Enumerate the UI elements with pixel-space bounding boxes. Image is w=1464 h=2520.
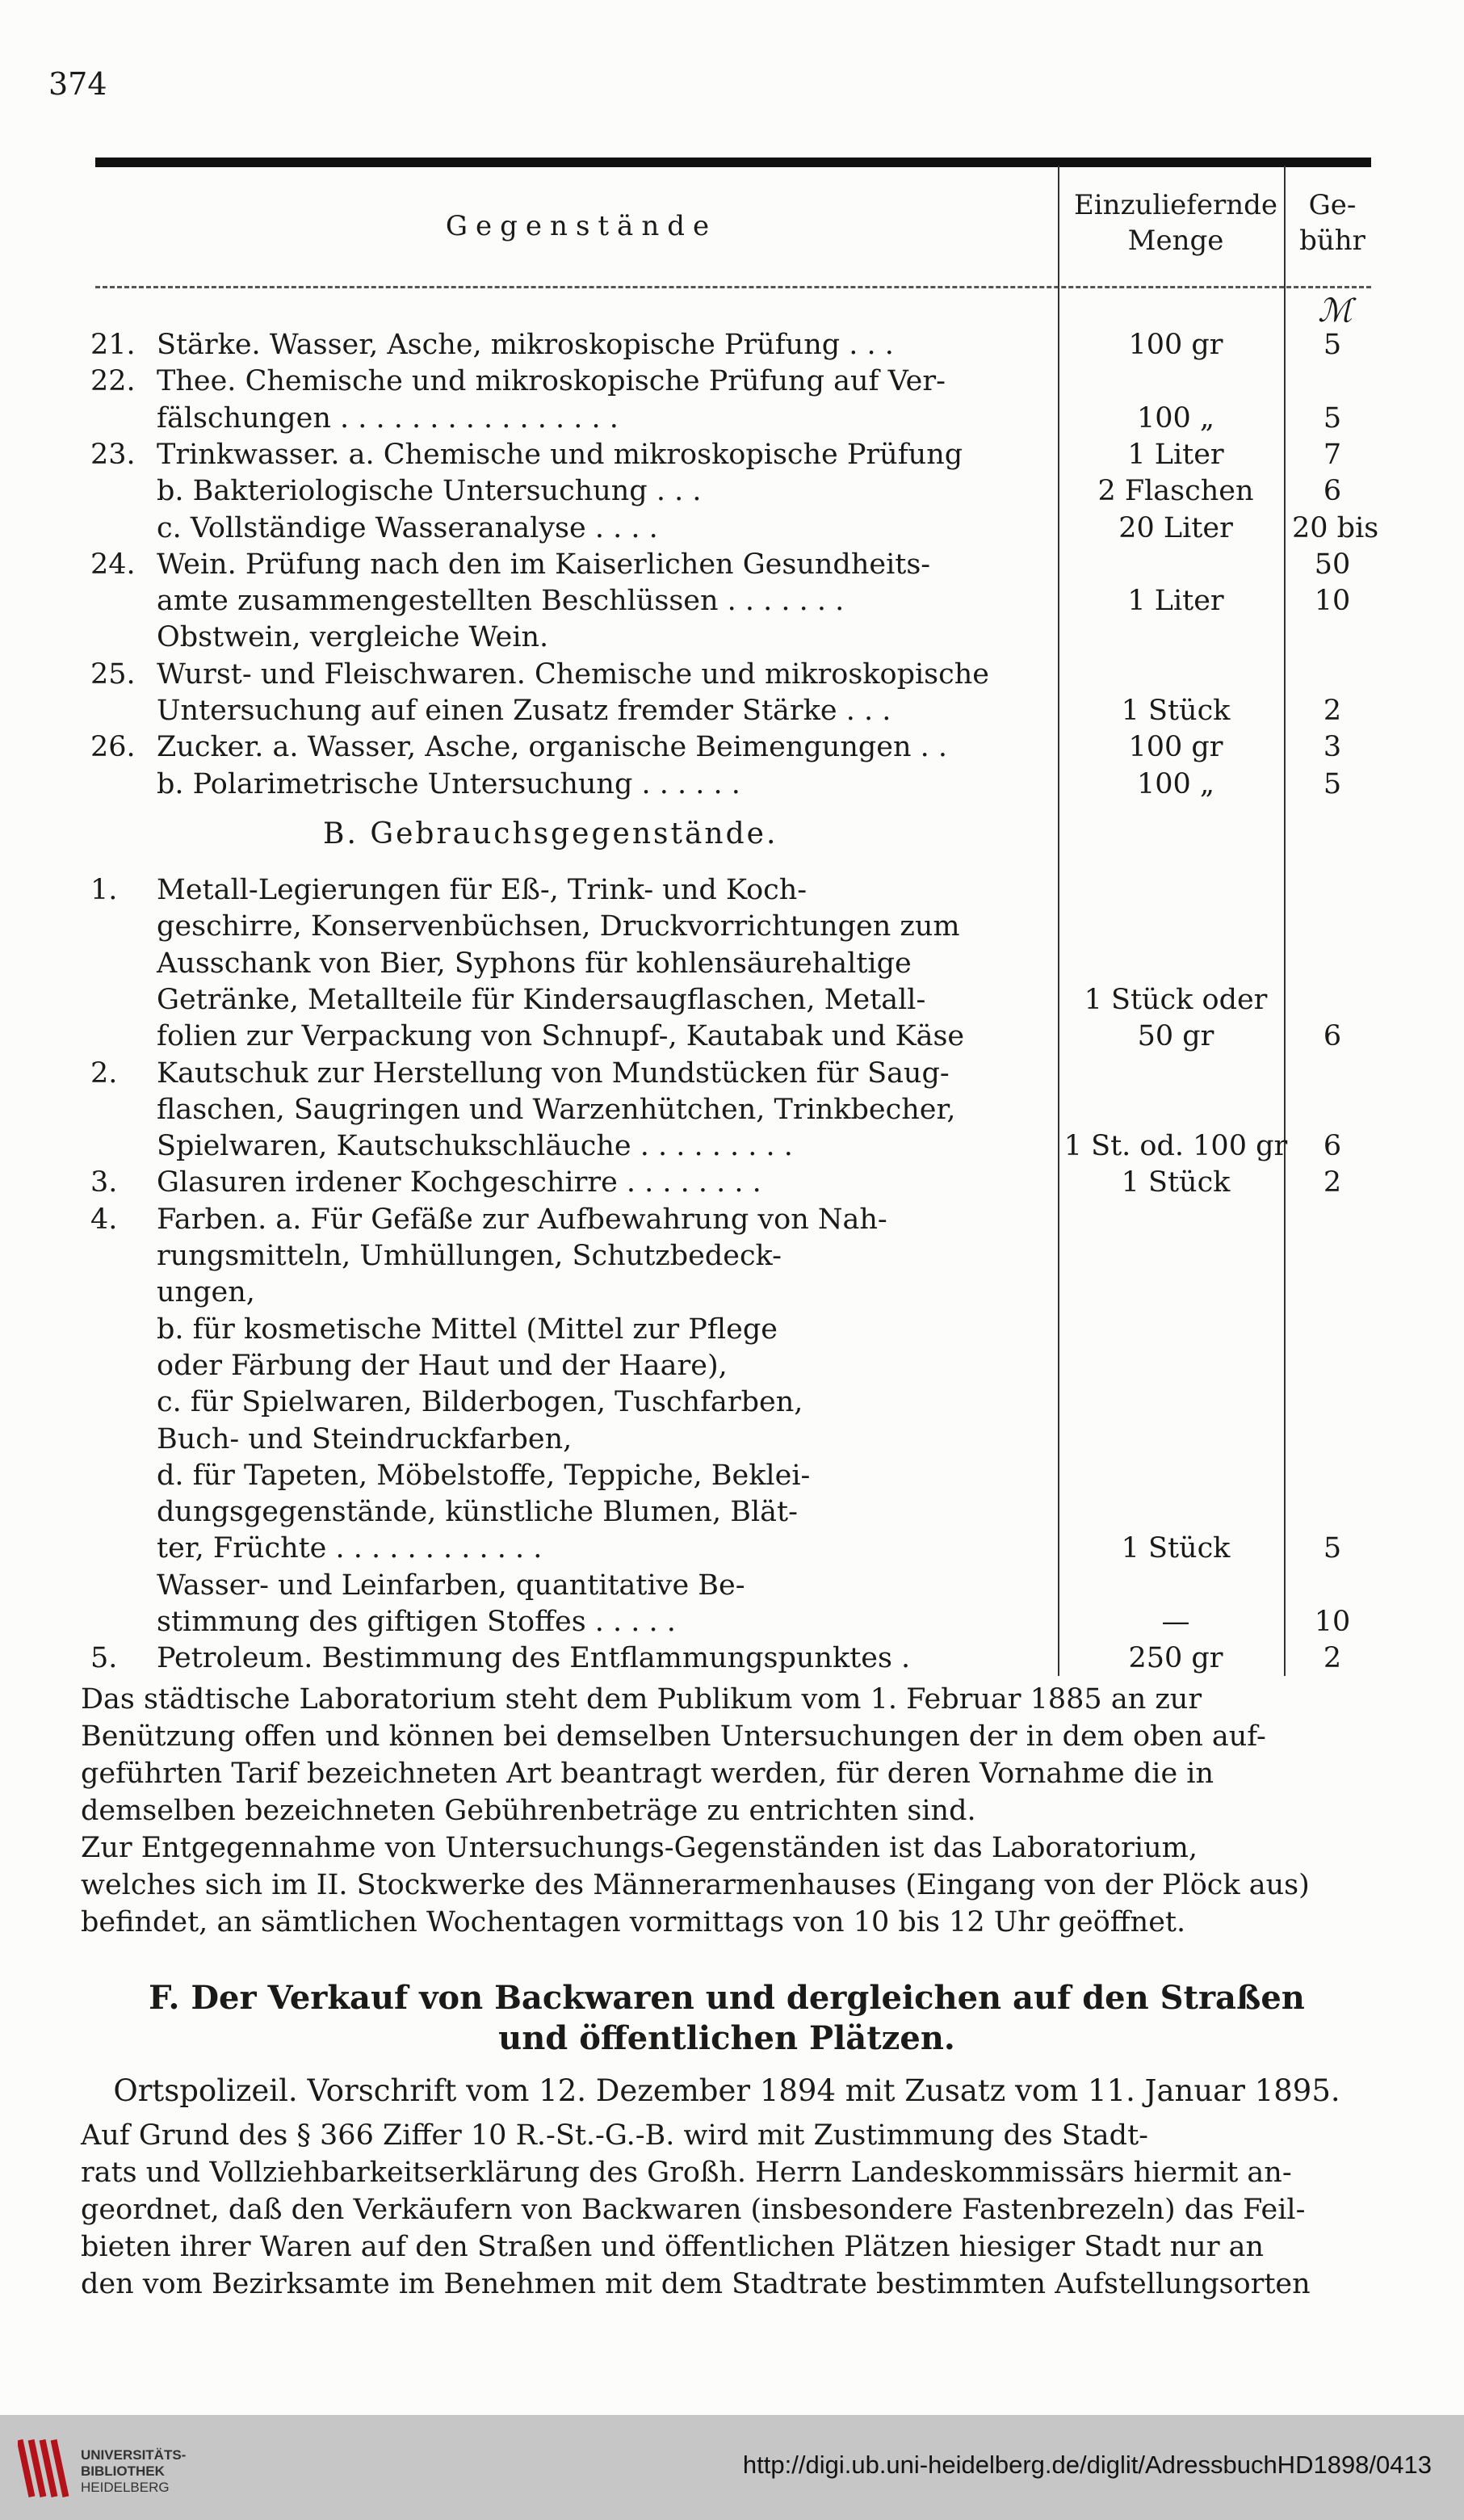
row-number: 21. <box>90 329 136 361</box>
row-quantity: 1 Stück <box>1121 1166 1231 1199</box>
table-row <box>0 1348 1464 1384</box>
table-row <box>0 909 1464 945</box>
row-description: Getränke, Metallteile für Kindersaugflaschen, Metall- <box>157 983 926 1016</box>
library-name-line1: UNIVERSITÄTS- <box>81 2447 187 2463</box>
row-fee: 7 <box>1323 438 1342 471</box>
notice-line: befindet, an sämtlichen Wochentagen vormittags von 10 bis 12 Uhr geöffnet. <box>81 1906 1186 1938</box>
row-description: Obstwein, vergleiche Wein. <box>157 621 549 654</box>
row-quantity: 1 Stück <box>1121 1532 1231 1565</box>
library-name <box>81 2447 186 2496</box>
row-description: b. Bakteriologische Untersuchung . . . <box>157 475 702 508</box>
section-f-subtitle: Ortspolizeil. Vorschrift vom 12. Dezember 1894 mit Zusatz vom 11. Januar 1895. <box>113 2073 1340 2108</box>
table-row <box>0 1604 1464 1640</box>
row-quantity: 100 gr <box>1128 329 1223 361</box>
row-description: amte zusammengestellten Beschlüssen . . . . . . . <box>157 585 845 618</box>
notice-line: Benützung offen und können bei demselben Untersuchungen der in dem oben auf- <box>81 1720 1266 1753</box>
row-quantity: 100 „ <box>1136 767 1215 800</box>
column-header-quantity: Einzuliefernde Menge <box>1073 189 1277 257</box>
currency-symbol: ℳ <box>1318 292 1353 330</box>
section-f-title-line2: und öffentlichen Plätzen. <box>498 2019 955 2057</box>
row-description: c. Vollständige Wasseranalyse . . . . <box>157 511 658 544</box>
library-name-line2: BIBLIOTHEK <box>81 2463 165 2479</box>
row-number: 5. <box>90 1642 118 1675</box>
row-description: Thee. Chemische und mikroskopische Prüfung auf Ver- <box>157 365 946 398</box>
table-row <box>0 982 1464 1018</box>
row-number: 26. <box>90 731 136 764</box>
row-description: Kautschuk zur Herstellung von Mundstücken für Saug- <box>157 1056 950 1090</box>
page-number: 374 <box>48 66 107 102</box>
table-row <box>0 363 1464 400</box>
table-row <box>0 1275 1464 1311</box>
row-quantity: 100 „ <box>1136 401 1215 435</box>
row-description: Buch- und Steindruckfarben, <box>157 1422 573 1455</box>
table-row <box>0 473 1464 510</box>
section-f-line: den vom Bezirksamte im Benehmen mit dem Stadtrate bestimmten Aufstellungsorten <box>81 2268 1311 2300</box>
row-fee: 5 <box>1323 329 1342 361</box>
table-row <box>0 1568 1464 1604</box>
table-row <box>0 729 1464 766</box>
row-description: c. für Spielwaren, Bilderbogen, Tuschfarben, <box>157 1386 803 1419</box>
library-name-line3: HEIDELBERG <box>81 2480 170 2495</box>
row-description: folien zur Verpackung von Schnupf-, Kautabak und Käse <box>157 1020 965 1053</box>
row-quantity: — <box>1161 1606 1190 1638</box>
row-fee: 20 bis <box>1292 511 1379 544</box>
notice-line: welches sich im II. Stockwerke des Männerarmenhauses (Eingang von der Plöck aus) <box>81 1869 1310 1901</box>
source-url[interactable]: http://digi.ub.uni-heidelberg.de/diglit/AdressbuchHD1898/0413 <box>742 2451 1432 2479</box>
table-row <box>0 946 1464 982</box>
row-description: oder Färbung der Haut und der Haare), <box>157 1349 728 1382</box>
row-fee: 2 <box>1323 695 1342 727</box>
row-description: Spielwaren, Kautschukschläuche . . . . . . . . . <box>157 1130 793 1163</box>
row-description: Petroleum. Bestimmung des Entflammungspunktes . <box>157 1642 911 1675</box>
row-description: ungen, <box>157 1276 255 1309</box>
row-description: b. für kosmetische Mittel (Mittel zur Pflege <box>157 1312 778 1346</box>
row-description: Zucker. a. Wasser, Asche, organische Beimengungen . . <box>157 731 948 764</box>
row-description: b. Polarimetrische Untersuchung . . . . . . <box>157 767 740 800</box>
table-row <box>0 766 1464 803</box>
column-header-subject: Gegenstände <box>445 210 718 242</box>
table-row <box>0 1458 1464 1494</box>
row-number: 1. <box>90 874 118 906</box>
row-description: Wein. Prüfung nach den im Kaiserlichen Gesundheits- <box>157 548 931 581</box>
table-row <box>0 872 1464 909</box>
row-description: ter, Früchte . . . . . . . . . . . . <box>157 1532 543 1565</box>
row-number: 3. <box>90 1166 118 1199</box>
header-rule <box>95 158 1371 167</box>
row-fee: 5 <box>1323 767 1342 800</box>
table-row <box>0 1092 1464 1128</box>
table-row <box>0 693 1464 729</box>
header-divider <box>95 286 1371 288</box>
row-number: 23. <box>90 438 136 471</box>
notice-line: geführten Tarif bezeichneten Art beantragt werden, für deren Vornahme die in <box>81 1758 1214 1790</box>
table-row <box>0 1056 1464 1092</box>
row-number: 2. <box>90 1056 118 1090</box>
row-fee: 2 <box>1323 1642 1342 1675</box>
table-row <box>0 1384 1464 1421</box>
row-description: dungsgegenstände, künstliche Blumen, Blät- <box>157 1496 798 1529</box>
table-row <box>0 1165 1464 1201</box>
table-row <box>0 1640 1464 1677</box>
row-description: Stärke. Wasser, Asche, mikroskopische Prüfung . . . <box>157 329 894 361</box>
table-row <box>0 1202 1464 1238</box>
section-f-line: Auf Grund des § 366 Ziffer 10 R.-St.-G.-B. wird mit Zustimmung des Stadt- <box>81 2119 1148 2152</box>
row-number: 24. <box>90 548 136 581</box>
notice-line: demselben bezeichneten Gebührenbeträge zu entrichten sind. <box>81 1795 976 1827</box>
section-f-line: bieten ihrer Waren auf den Straßen und öffentlichen Plätzen hiesiger Stadt nur an <box>81 2231 1265 2263</box>
table-row <box>0 510 1464 547</box>
row-fee: 6 <box>1323 1130 1342 1163</box>
table-row <box>0 547 1464 583</box>
row-description: Metall-Legierungen für Eß-, Trink- und Koch- <box>157 874 808 906</box>
row-description: Wasser- und Leinfarben, quantitative Be- <box>157 1569 745 1602</box>
row-fee: 50 <box>1314 548 1351 581</box>
table-row <box>0 1018 1464 1055</box>
table-row <box>0 1238 1464 1275</box>
row-description: stimmung des giftigen Stoffes . . . . . <box>157 1606 676 1638</box>
row-description: Trinkwasser. a. Chemische und mikroskopische Prüfung <box>157 438 963 471</box>
row-description: flaschen, Saugringen und Warzenhütchen, Trinkbecher, <box>157 1093 956 1126</box>
table-row <box>0 1128 1464 1165</box>
row-description: Glasuren irdener Kochgeschirre . . . . . . . . <box>157 1166 761 1199</box>
table-row <box>0 1531 1464 1567</box>
table-row <box>0 657 1464 693</box>
table-row <box>0 1494 1464 1531</box>
row-quantity: 2 Flaschen <box>1097 475 1254 508</box>
table-row <box>0 1422 1464 1458</box>
row-quantity: 50 gr <box>1137 1020 1214 1053</box>
row-fee: 5 <box>1323 401 1342 435</box>
row-description: geschirre, Konservenbüchsen, Druckvorrichtungen zum <box>157 910 960 943</box>
row-description: Wurst- und Fleischwaren. Chemische und mikroskopische <box>157 657 989 691</box>
row-fee: 3 <box>1323 731 1342 764</box>
row-description: rungsmitteln, Umhüllungen, Schutzbedeck- <box>157 1240 782 1272</box>
row-description: Untersuchung auf einen Zusatz fremder Stärke . . . <box>157 695 891 727</box>
row-quantity: 1 Stück oder <box>1084 983 1268 1016</box>
column-header-fee: Ge-bühr <box>1299 189 1365 257</box>
footer-bar <box>0 2415 1464 2520</box>
table-row <box>0 437 1464 473</box>
row-number: 22. <box>90 365 136 398</box>
row-description: fälschungen . . . . . . . . . . . . . . . . <box>157 401 619 435</box>
notice-line: Das städtische Laboratorium steht dem Publikum vom 1. Februar 1885 an zur <box>81 1683 1202 1716</box>
table-row <box>0 583 1464 620</box>
row-fee: 6 <box>1323 475 1342 508</box>
table-row <box>0 327 1464 363</box>
row-number: 25. <box>90 657 136 691</box>
row-fee: 10 <box>1314 585 1351 618</box>
row-description: Farben. a. Für Gefäße zur Aufbewahrung von Nah- <box>157 1203 887 1236</box>
row-quantity: 100 gr <box>1128 731 1223 764</box>
row-quantity: 20 Liter <box>1118 511 1233 544</box>
section-f-title-line1: F. Der Verkauf von Backwaren und dergleichen auf den Straßen <box>149 1979 1305 2017</box>
table-row <box>0 401 1464 437</box>
row-quantity: 250 gr <box>1128 1642 1223 1675</box>
table-row <box>0 620 1464 656</box>
row-description: d. für Tapeten, Möbelstoffe, Teppiche, Beklei- <box>157 1459 811 1492</box>
row-number: 4. <box>90 1203 118 1236</box>
table-row <box>0 1312 1464 1348</box>
row-quantity: 1 Stück <box>1121 695 1231 727</box>
row-quantity: 1 St. od. 100 gr <box>1063 1130 1288 1163</box>
row-fee: 2 <box>1323 1166 1342 1199</box>
row-quantity: 1 Liter <box>1127 438 1224 471</box>
row-fee: 6 <box>1323 1020 1342 1053</box>
section-f-line: rats und Vollziehbarkeitserklärung des Großh. Herrn Landeskommissärs hiermit an- <box>81 2157 1292 2189</box>
section-b-heading: B. Gebrauchsgegenstände. <box>323 817 778 850</box>
row-quantity: 1 Liter <box>1127 585 1224 618</box>
library-logo-icon <box>18 2433 74 2504</box>
row-description: Ausschank von Bier, Syphons für kohlensäurehaltige <box>157 947 912 980</box>
notice-line: Zur Entgegennahme von Untersuchungs-Gegenständen ist das Laboratorium, <box>81 1832 1198 1864</box>
row-fee: 10 <box>1314 1606 1351 1638</box>
row-fee: 5 <box>1323 1532 1342 1565</box>
section-f-line: geordnet, daß den Verkäufern von Backwaren (insbesondere Fastenbrezeln) das Feil- <box>81 2194 1306 2226</box>
